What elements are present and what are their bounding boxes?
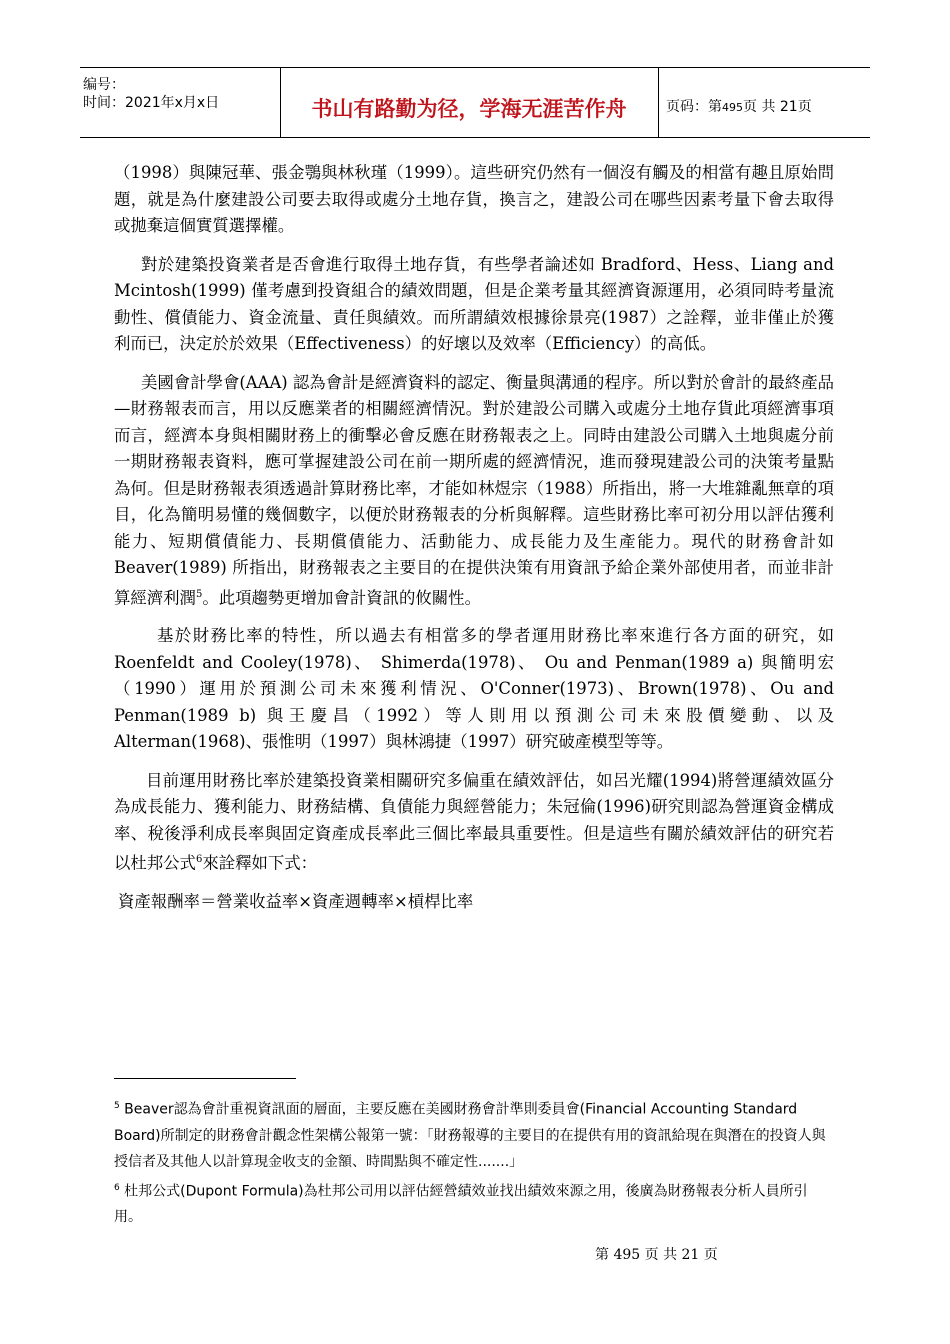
motto: 书山有路勤为径，学海无涯苦作舟 (311, 97, 627, 121)
paragraph-5-tail: 來詮釋如下式： (202, 853, 318, 873)
footnote-divider (114, 1078, 296, 1079)
paragraph-5 (114, 768, 834, 877)
header-page-cell (658, 68, 870, 137)
header-info-cell (80, 68, 281, 137)
footnote-5-text: Beaver認為會計重視資訊面的層面，主要反應在美國財務會計準則委員會(Financial Accounting Standard Board)所制定的財務會計觀念性架構公報第一號：「財務報導的主要目的在提供有用的資訊給現在與潛在的投資人與授信者及其他人以計算現金收支的金額、時間點與不確定性.......」 (114, 1101, 826, 1170)
body-text (114, 160, 834, 916)
header-motto-cell (280, 68, 659, 137)
page-footer-text: 第 495 页 共 21 页 (595, 1247, 718, 1263)
paragraph-3 (114, 370, 834, 612)
formula: 資產報酬率＝營業收益率×資產週轉率×槓桿比率 (118, 892, 474, 912)
paragraph-3-text: 美國會計學會(AAA) 認為會計是經濟資料的認定、衡量與溝通的程序。所以對於會計的最終產品—財務報表而言，用以反應業者的相關經濟情況。對於建設公司購入或處分土地存貨此項經濟事項而言，經濟本身與相關財務上的衝擊必會反應在財務報表之上。同時由建設公司購入土地與處分前一期財務報表資料，應可掌握建設公司在前一期所處的經濟情況，進而發現建設公司的決策考量點為何。但是財務報表須透過計算財務比率，才能如林煜宗（1988）所指出，將一大堆雜亂無章的項目，化為簡明易懂的幾個數字，以便於財務報表的分析與解釋。這些財務比率可初分用以評估獲利能力、短期償債能力、長期償債能力、活動能力、成長能力及生產能力。現代的財務會計如 Beaver(1989) 所指出，財務報表之主要目的在提供決策有用資訊予給企業外部使用者，而並非計算經濟利潤 (114, 372, 834, 607)
footnote-5-mark: 5 (114, 1101, 120, 1111)
page-suffix: 页 共 21页 (743, 99, 812, 115)
footnote-6-text: 杜邦公式(Dupont Formula)為杜邦公司用以評估經營績效並找出績效來源之用，後廣為財務報表分析人員所引用。 (114, 1183, 808, 1226)
footnote-ref-6[interactable]: 6 (195, 854, 203, 866)
page-num: 495 (722, 101, 743, 114)
page-header (80, 67, 870, 138)
footnote-6 (114, 1175, 834, 1231)
paragraph-3-tail: 。此項趨勢更增加會計資訊的攸關性。 (202, 587, 481, 607)
paragraph-5-text: 目前運用財務比率於建築投資業相關研究多偏重在績效評估，如呂光耀(1994)將營運績效區分為成長能力、獲利能力、財務結構、負債能力與經營能力；朱冠倫(1996)研究則認為營運資金構成率、稅後淨利成長率與固定資產成長率此三個比率最具重要性。但是這些有關於績效評估的研究若以杜邦公式 (114, 770, 834, 873)
footnote-5 (114, 1093, 834, 1175)
paragraph-4: 基於財務比率的特性，所以過去有相當多的學者運用財務比率來進行各方面的研究，如 Roenfeldt and Cooley(1978)、 Shimerda(1978)、 Ou and Penman(1989 a) 與簡明宏（1990）運用於預測公司未來獲利情況、O'Conner(1973)、Brown(1978)、Ou and Penman(1989 b) 與王慶昌（1992）等人則用以預測公司未來股價變動、以及 Alterman(1968)、張惟明（1997）與林鴻捷（1997）研究破產模型等等。 (114, 626, 834, 752)
paragraph-2: 對於建築投資業者是否會進行取得土地存貨，有些學者論述如 Bradford、Hess、Liang and Mcintosh(1999) 僅考慮到投資組合的績效問題，但是企業考量其經濟資源運用，必須同時考量流動性、償債能力、資金流量、責任與績效。而所謂績效根據徐景亮(1987）之詮釋，並非僅止於獲利而已，決定於於效果（Effectiveness）的好壞以及效率（Efficiency）的高低。 (114, 254, 834, 353)
paragraph-1: （1998）與陳冠華、張金鶚與林秋瑾（1999）。這些研究仍然有一個沒有觸及的相當有趣且原始問題，就是為什麼建設公司要去取得或處分土地存貨，換言之，建設公司在哪些因素考量下會去取得或拋棄這個實質選擇權。 (114, 163, 834, 235)
page-number-label (666, 96, 812, 116)
footnote-6-mark: 6 (114, 1182, 120, 1193)
time-label: 时间：2021年x月x日 (83, 95, 220, 111)
number-label: 编号： (83, 77, 125, 93)
footnotes (114, 1093, 834, 1230)
footnote-ref-5[interactable]: 5 (195, 588, 203, 600)
page-prefix: 页码：第 (666, 99, 722, 115)
